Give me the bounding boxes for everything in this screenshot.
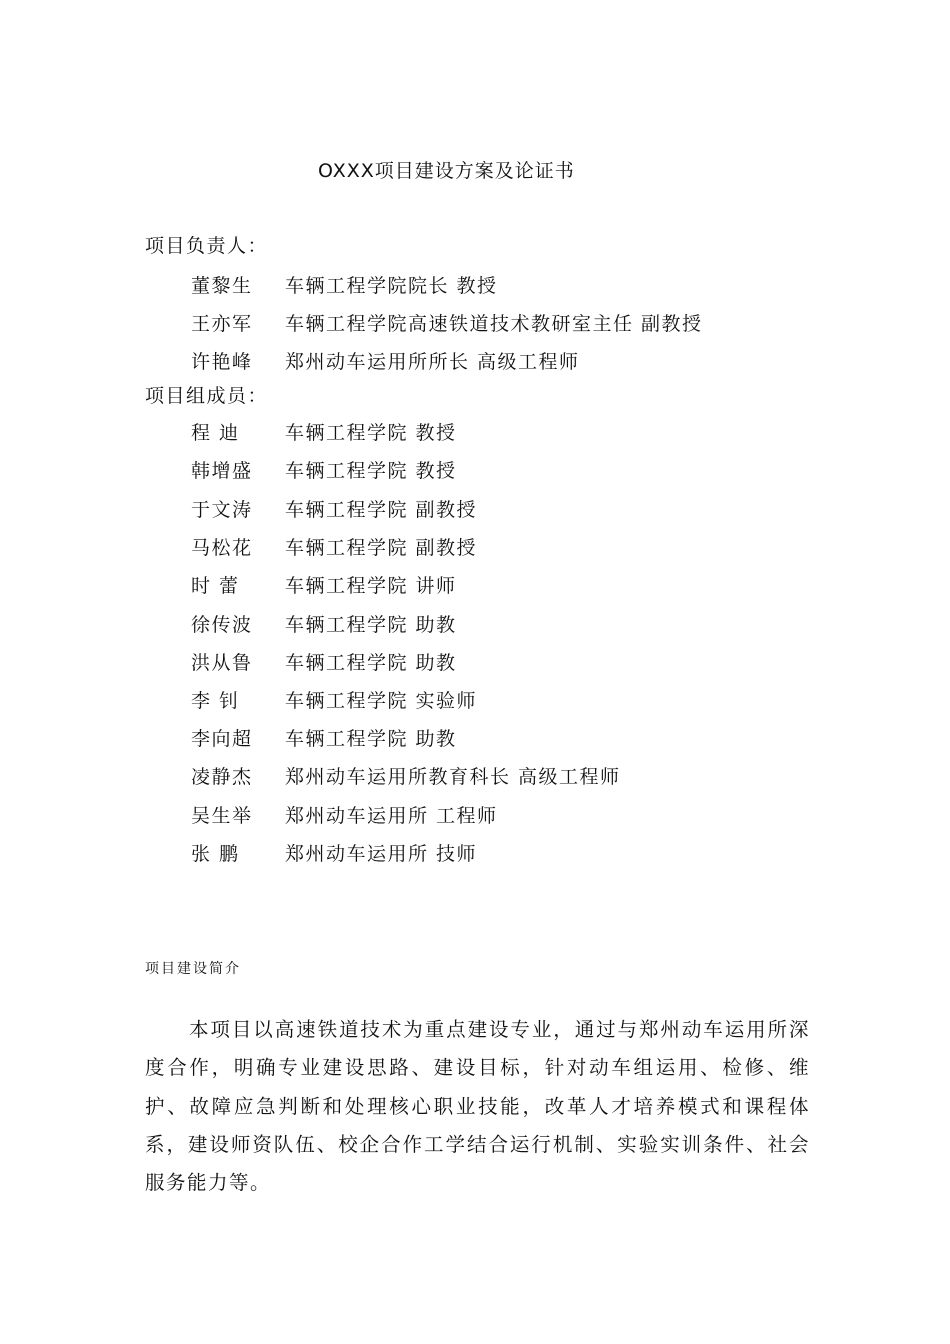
- member-name: 李向超: [191, 727, 253, 750]
- member-role: 车辆工程学院 教授: [285, 421, 457, 444]
- member-row: [191, 762, 621, 788]
- leader-name: 董黎生: [191, 274, 253, 297]
- member-row: [191, 724, 457, 750]
- member-row: [191, 801, 498, 827]
- leader-name: 王亦军: [191, 312, 253, 335]
- leader-row: [191, 309, 703, 335]
- member-role: 车辆工程学院 副教授: [285, 536, 478, 559]
- members-label: 项目组成员：: [145, 385, 269, 407]
- member-role: 车辆工程学院 助教: [285, 727, 457, 750]
- member-name: 韩增盛: [191, 459, 253, 482]
- leader-role: 郑州动车运用所所长 高级工程师: [285, 350, 580, 373]
- member-name: 于文涛: [191, 498, 253, 521]
- member-role: 车辆工程学院 助教: [285, 613, 457, 636]
- member-role: 郑州动车运用所 技师: [285, 842, 478, 865]
- member-role: 车辆工程学院 副教授: [285, 498, 478, 521]
- member-name: 李 钊: [191, 689, 240, 712]
- member-row: [191, 418, 457, 444]
- member-row: [191, 571, 457, 597]
- member-name: 凌静杰: [191, 765, 253, 788]
- member-name: 程 迪: [191, 421, 240, 444]
- member-name: 张 鹏: [191, 842, 240, 865]
- member-row: [191, 456, 457, 482]
- member-row: [191, 648, 457, 674]
- member-name: 时 蕾: [191, 574, 240, 597]
- member-role: 郑州动车运用所 工程师: [285, 804, 498, 827]
- member-row: [191, 610, 457, 636]
- leader-row: [191, 271, 498, 297]
- intro-paragraph: 本项目以高速铁道技术为重点建设专业，通过与郑州动车运用所深度合作，明确专业建设思路、建设目标，针对动车组运用、检修、维护、故障应急判断和处理核心职业技能，改革人才培养模式和课程体系，建设师资队伍、校企合作工学结合运行机制、实验实训条件、社会服务能力等。: [145, 1018, 810, 1195]
- member-row: [191, 839, 477, 865]
- member-name: 洪从鲁: [191, 651, 253, 674]
- page-title: OXXX项目建设方案及论证书: [318, 160, 575, 182]
- leader-name: 许艳峰: [191, 350, 253, 373]
- member-name: 徐传波: [191, 613, 253, 636]
- member-role: 车辆工程学院 教授: [285, 459, 457, 482]
- leaders-label: 项目负责人：: [145, 235, 269, 257]
- member-role: 郑州动车运用所教育科长 高级工程师: [285, 765, 621, 788]
- intro-heading: 项目建设简介: [145, 961, 241, 977]
- member-role: 车辆工程学院 实验师: [285, 689, 478, 712]
- member-name: 马松花: [191, 536, 253, 559]
- leader-role: 车辆工程学院院长 教授: [285, 274, 498, 297]
- member-row: [191, 533, 477, 559]
- leader-row: [191, 347, 580, 373]
- member-row: [191, 686, 477, 712]
- member-name: 吴生举: [191, 804, 253, 827]
- member-row: [191, 495, 477, 521]
- member-role: 车辆工程学院 助教: [285, 651, 457, 674]
- member-role: 车辆工程学院 讲师: [285, 574, 457, 597]
- leader-role: 车辆工程学院高速铁道技术教研室主任 副教授: [285, 312, 703, 335]
